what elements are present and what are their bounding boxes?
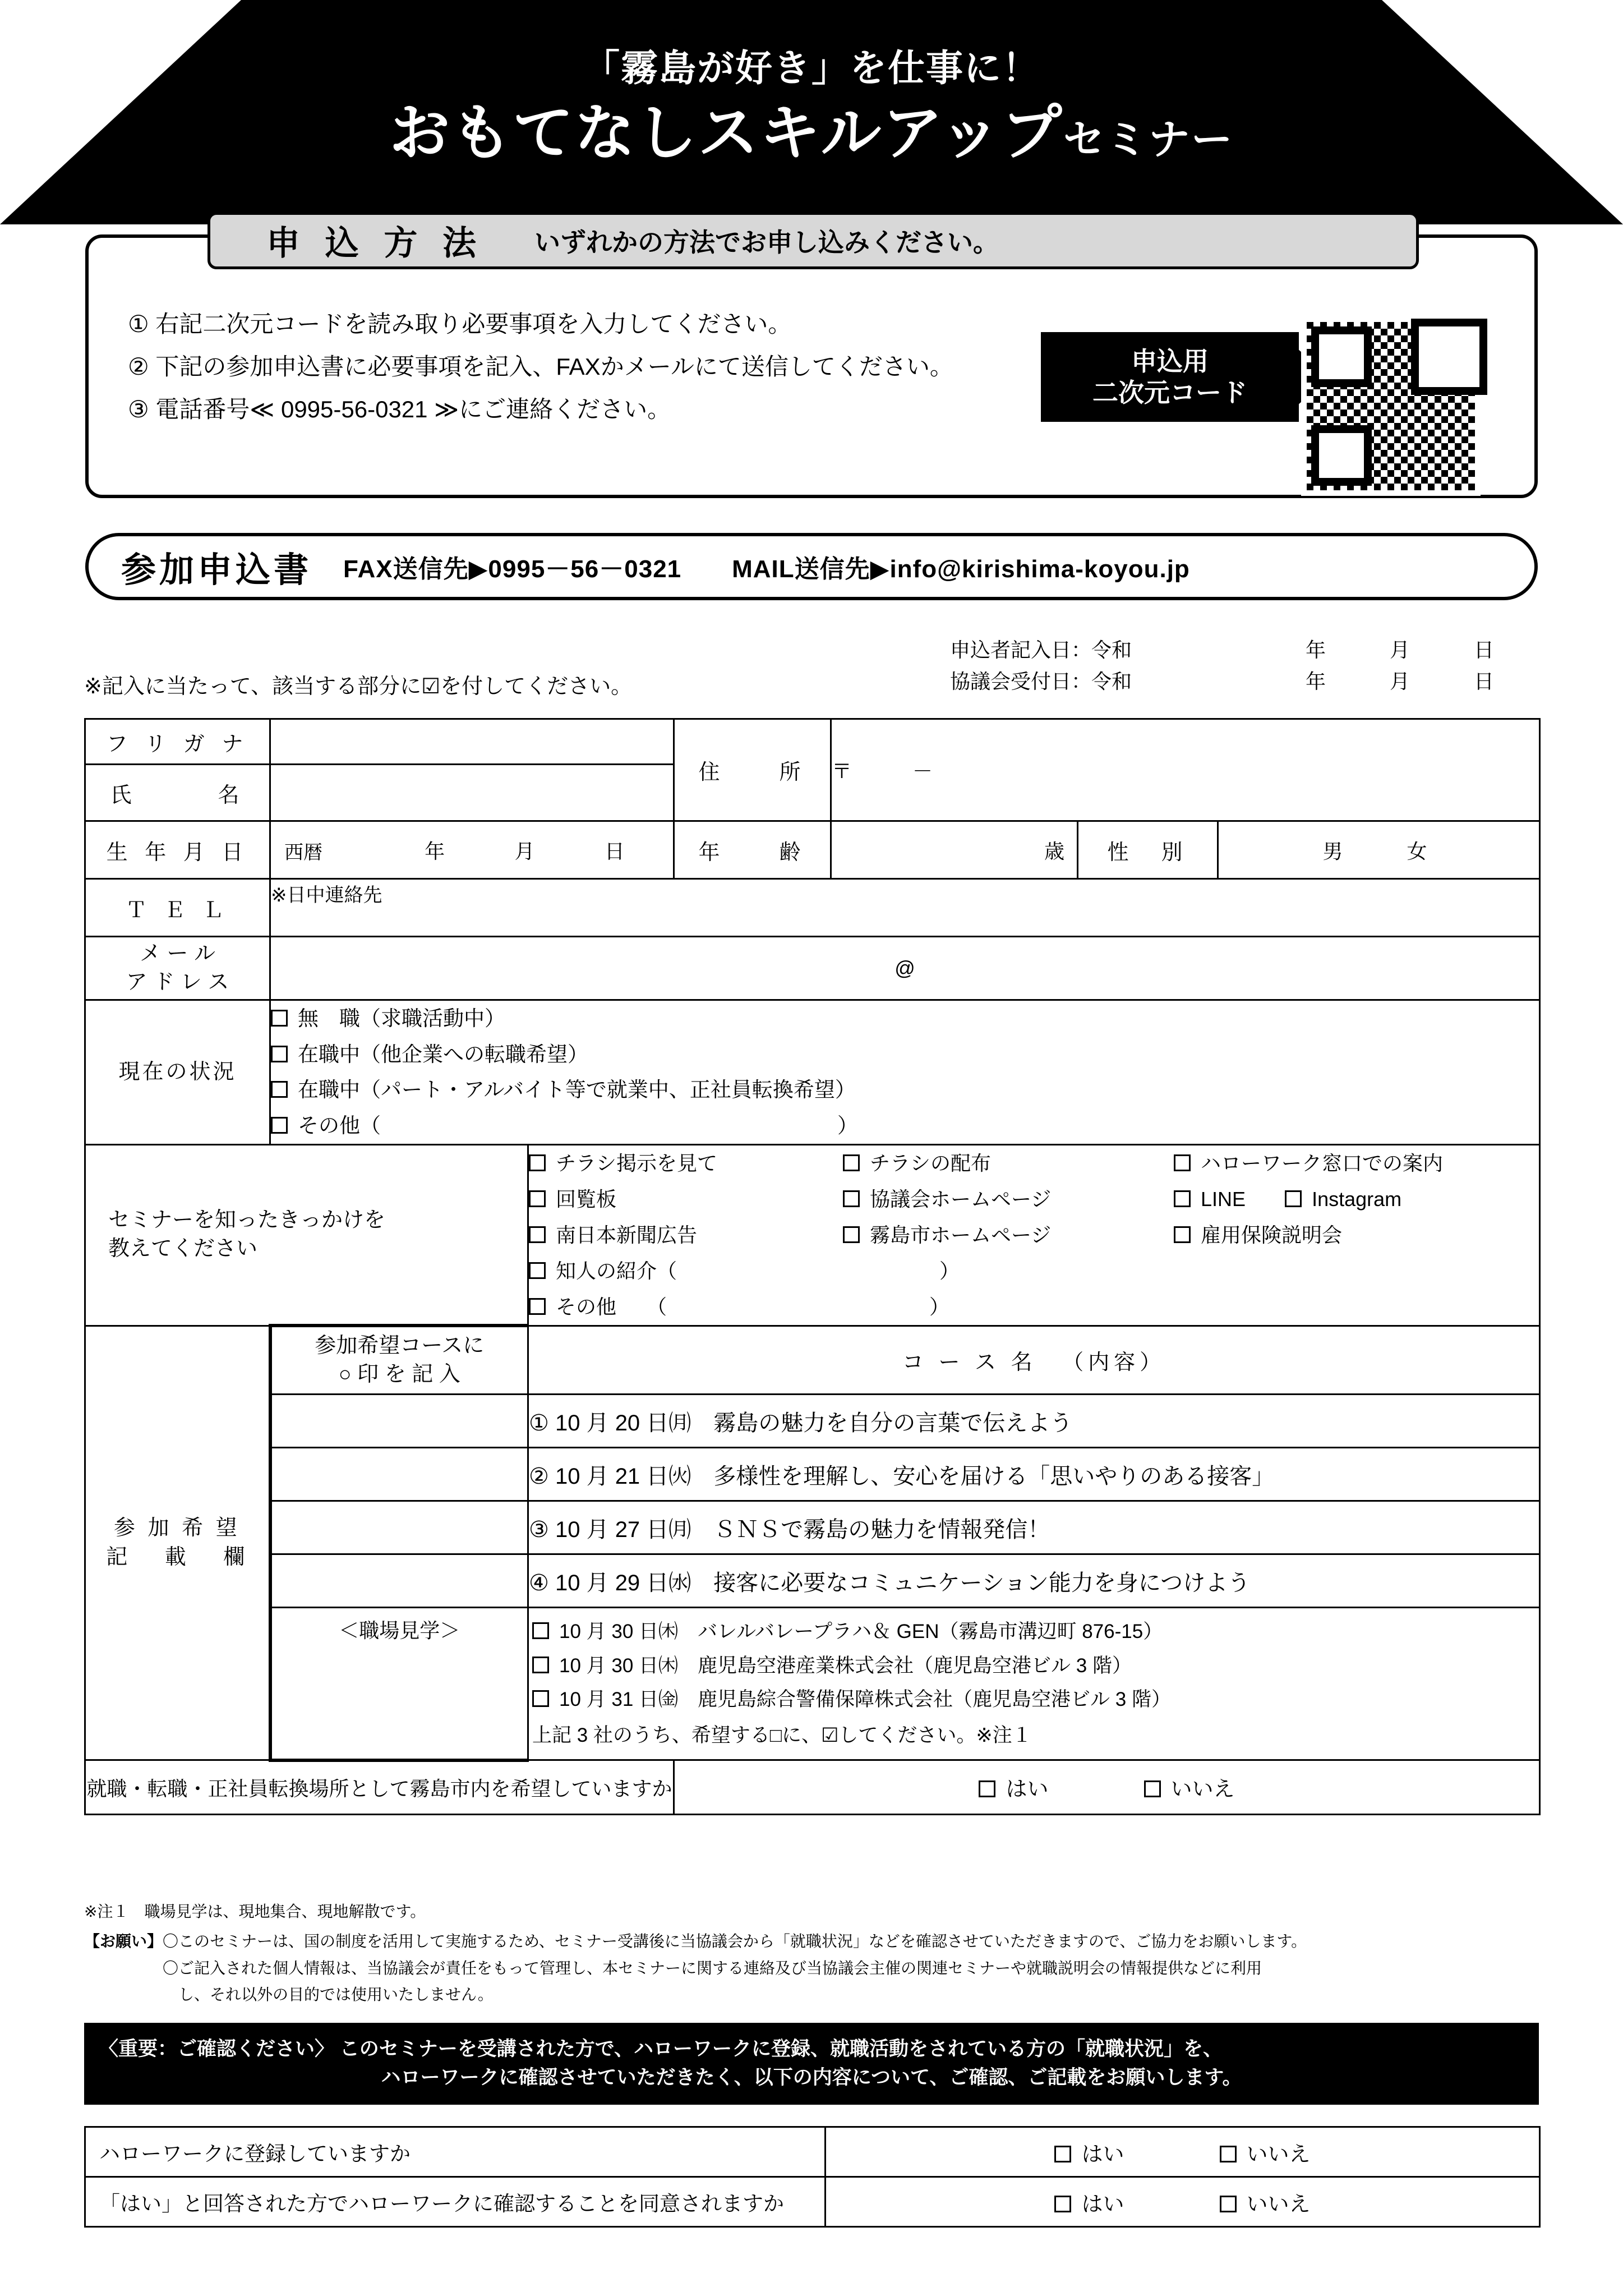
- table-row-mail: [85, 937, 1540, 1000]
- wish-label-line2: 記 載 欄: [106, 1545, 248, 1569]
- hellowork-question-2: 「はい」と回答された方でハローワークに確認することを同意されますか: [85, 2177, 826, 2227]
- checkbox-icon[interactable]: [1174, 1154, 1191, 1171]
- checkbox-icon[interactable]: [532, 1690, 549, 1707]
- table-row-tel: [85, 879, 1540, 937]
- checkbox-icon[interactable]: [1174, 1190, 1191, 1207]
- course-mark-2[interactable]: [270, 1448, 528, 1501]
- checkbox-icon[interactable]: [529, 1262, 546, 1279]
- know-opt-insurance-session[interactable]: 雇用保険説明会: [1174, 1217, 1342, 1253]
- mail-label: [85, 937, 270, 1000]
- hellowork-row-2: [85, 2177, 1540, 2227]
- know-row-2: [529, 1181, 1539, 1217]
- checkbox-icon[interactable]: [843, 1154, 860, 1171]
- date-applicant-day[interactable]: 日: [1473, 638, 1494, 661]
- qr-label-line2: 二次元コード: [1092, 378, 1247, 407]
- visit-label: ＜職場見学＞: [270, 1608, 528, 1760]
- course-mark-3[interactable]: [270, 1501, 528, 1554]
- know-options: [528, 1144, 1540, 1326]
- status-option-3-label: 在職中（パート・アルバイト等で就業中、正社員転換希望）: [298, 1078, 856, 1102]
- birthdate-era: 西暦: [284, 841, 322, 863]
- know-opt-flyer-dist[interactable]: チラシの配布: [843, 1145, 1174, 1181]
- table-row-status: [85, 1000, 1540, 1145]
- mark-instruction-line1: 参加希望コースに: [315, 1334, 485, 1358]
- date-council-label: 協議会受付日：令和: [950, 669, 1132, 693]
- status-option-4[interactable]: [271, 1108, 1539, 1144]
- know-opt-referral[interactable]: 知人の紹介（ ）: [529, 1253, 960, 1289]
- know-opt-flyer-display[interactable]: チラシ掲示を見て: [529, 1145, 843, 1181]
- know-row-5: [529, 1289, 1539, 1325]
- apply-method-title: 申 込 方 法: [266, 224, 485, 262]
- table-row-course-header: [85, 1326, 1540, 1395]
- mail-input[interactable]: @: [270, 937, 1540, 1000]
- furigana-input[interactable]: [270, 719, 674, 765]
- course-mark-1[interactable]: [270, 1395, 528, 1448]
- status-option-2[interactable]: [271, 1037, 1539, 1073]
- date-council-month[interactable]: 月: [1389, 669, 1410, 693]
- apply-method-box: [85, 224, 1538, 498]
- know-opt-circular[interactable]: 回覧板: [529, 1181, 843, 1217]
- course-label-2: ② 10 月 21 日㈫ 多様性を理解し、安心を届ける「思いやりのある接客」: [528, 1448, 1540, 1501]
- wish-label: [85, 1326, 270, 1760]
- table-row-birth: [85, 821, 1540, 879]
- form-title-bar: [85, 533, 1538, 600]
- checkbox-icon[interactable]: [1174, 1226, 1191, 1243]
- table-row-course-3: [85, 1501, 1540, 1554]
- status-option-1[interactable]: [271, 1001, 1539, 1037]
- checkbox-icon[interactable]: [529, 1298, 546, 1315]
- status-option-1-label: 無 職（求職活動中）: [298, 1007, 505, 1030]
- date-council-day[interactable]: 日: [1473, 669, 1494, 693]
- header-banner: [0, 0, 1623, 224]
- birthdate-label: 生 年 月 日: [85, 821, 270, 879]
- kirishima-no[interactable]: いいえ: [1144, 1772, 1235, 1802]
- table-row-course-1: [85, 1395, 1540, 1448]
- checkbox-icon[interactable]: [532, 1622, 549, 1639]
- kirishima-answer: [674, 1760, 1540, 1815]
- checkbox-icon[interactable]: [532, 1657, 549, 1673]
- table-row-kirishima-question: [85, 1760, 1540, 1815]
- checkbox-icon[interactable]: [1144, 1780, 1161, 1797]
- important-notice-line2: ハローワークに確認させていただきたく、以下の内容について、ご確認、ご記載をお願いします。: [381, 2066, 1242, 2088]
- apply-method-item-1: ① 右記二次元コードを読み取り必要事項を入力してください。: [128, 311, 792, 337]
- footnote-request-item-2: 〇ご記入された個人情報は、当協議会が責任をもって管理し、本セミナーに関する連絡及び当協議会主催の関連セミナーや就職説明会の情報提供などに利用: [163, 1959, 1262, 1977]
- date-row-applicant: [950, 633, 1539, 664]
- know-opt-line[interactable]: LINE Instagram: [1174, 1181, 1401, 1217]
- mark-instruction: [270, 1326, 528, 1395]
- birthdate-day[interactable]: 日: [604, 839, 625, 863]
- address-input[interactable]: 〒 －: [831, 719, 1540, 821]
- checkbox-icon[interactable]: [1285, 1190, 1302, 1207]
- footnote-request-item-1: 〇このセミナーは、国の制度を活用して実施するため、セミナー受講後に当協議会から「就職状況」などを確認させていただきますので、ご協力をお願いします。: [163, 1932, 1307, 1950]
- fill-instruction: ※記入に当たって、該当する部分に☑を付してください。: [84, 675, 633, 698]
- name-input[interactable]: [270, 765, 674, 821]
- status-options: [270, 1000, 1540, 1145]
- checkbox-icon[interactable]: [271, 1046, 288, 1062]
- checkbox-icon[interactable]: [1054, 2146, 1071, 2162]
- date-row-council: [950, 664, 1539, 696]
- hellowork-no-1[interactable]: いいえ: [1220, 2137, 1311, 2168]
- birthdate-year[interactable]: 年: [425, 839, 445, 863]
- apply-method-item-3: ③ 電話番号≪ 0995-56-0321 ≫にご連絡ください。: [128, 396, 671, 423]
- footnote-request-title: 【お願い】: [84, 1932, 163, 1950]
- footnote-request-body: [163, 1929, 1307, 2009]
- checkbox-icon[interactable]: [843, 1226, 860, 1243]
- date-council-year[interactable]: 年: [1305, 669, 1326, 693]
- name-label: 氏 名: [85, 765, 270, 821]
- know-label-line2: 教えてください: [108, 1236, 258, 1260]
- know-row-1: [529, 1145, 1539, 1181]
- mail-label-line1: メ ー ル: [139, 941, 216, 965]
- checkbox-icon[interactable]: [843, 1190, 860, 1207]
- hellowork-answer-1: [826, 2127, 1540, 2177]
- date-applicant-month[interactable]: 月: [1389, 638, 1410, 661]
- checkbox-icon[interactable]: [1220, 2146, 1237, 2162]
- visit-options: [528, 1608, 1540, 1760]
- mail-label-line2: ア ド レ ス: [126, 970, 229, 994]
- apply-method-header: [208, 212, 1419, 269]
- know-opt-other[interactable]: その他 （ ）: [529, 1289, 949, 1325]
- kirishima-yes[interactable]: はい: [979, 1772, 1048, 1802]
- know-opt-newspaper[interactable]: 南日本新聞広告: [529, 1217, 843, 1253]
- table-row-furigana: [85, 719, 1540, 765]
- gender-options[interactable]: 男 女: [1218, 821, 1540, 879]
- checkbox-icon[interactable]: [1220, 2196, 1237, 2212]
- hellowork-question-1: ハローワークに登録していますか: [85, 2127, 826, 2177]
- banner-title: [0, 84, 1623, 171]
- status-option-4-label: その他（ ）: [298, 1114, 858, 1137]
- status-option-3[interactable]: [271, 1072, 1539, 1108]
- banner-title-suffix: セミナー: [1063, 116, 1234, 163]
- know-opt-city-hp[interactable]: 霧島市ホームページ: [843, 1217, 1174, 1253]
- checkbox-icon[interactable]: [979, 1780, 995, 1797]
- visit-option-2[interactable]: 10 月 30 日㈭ 鹿児島空港産業株式会社（鹿児島空港ビル 3 階）: [532, 1649, 1539, 1683]
- hellowork-table: [84, 2126, 1541, 2228]
- know-label-line1: セミナーを知ったきっかけを: [108, 1208, 386, 1232]
- footnotes: [84, 1899, 1542, 2009]
- apply-method-item-2: ② 下記の参加申込書に必要事項を記入、FAXかメールにて送信してください。: [128, 353, 953, 380]
- banner-title-main: おもてなしスキルアップ: [389, 99, 1063, 167]
- status-option-2-label: 在職中（他企業への転職希望）: [298, 1042, 588, 1066]
- address-label: 住 所: [674, 719, 831, 821]
- visit-option-3[interactable]: 10 月 31 日㈮ 鹿児島綜合警備保障株式会社（鹿児島空港ビル 3 階）: [532, 1683, 1539, 1717]
- qr-code-icon[interactable]: [1301, 316, 1481, 496]
- course-label-1: ① 10 月 20 日㈪ 霧島の魅力を自分の言葉で伝えよう: [528, 1395, 1540, 1448]
- know-opt-council-hp[interactable]: 協議会ホームページ: [843, 1181, 1174, 1217]
- kirishima-question: 就職・転職・正社員転換場所として霧島市内を希望していますか: [85, 1760, 674, 1815]
- date-fields: [950, 633, 1539, 696]
- mark-instruction-line2: ○ 印 を 記 入: [338, 1363, 460, 1387]
- footnote-1: ※注１ 職場見学は、現地集合、現地解散です。: [84, 1903, 426, 1920]
- qr-label: [1041, 332, 1299, 422]
- checkbox-icon[interactable]: [529, 1190, 546, 1207]
- course-label-3: ③ 10 月 27 日㈪ ＳＮＳで霧島の魅力を情報発信！: [528, 1501, 1540, 1554]
- checkbox-icon[interactable]: [271, 1081, 288, 1098]
- hellowork-answer-2: [826, 2177, 1540, 2227]
- checkbox-icon[interactable]: [529, 1226, 546, 1243]
- checkbox-icon[interactable]: [1054, 2196, 1071, 2212]
- table-row-course-4: [85, 1554, 1540, 1608]
- know-row-4: [529, 1253, 1539, 1289]
- table-row-workplace-visit: [85, 1608, 1540, 1760]
- hellowork-yes-1[interactable]: はい: [1054, 2137, 1124, 2168]
- course-mark-4[interactable]: [270, 1554, 528, 1608]
- visit-option-1[interactable]: 10 月 30 日㈭ バレルバレープラハ＆ GEN（霧島市溝辺町 876-15）: [532, 1615, 1539, 1649]
- know-row-3: [529, 1217, 1539, 1253]
- age-label: 年 齢: [674, 821, 831, 879]
- checkbox-icon[interactable]: [271, 1010, 288, 1027]
- know-label: [85, 1144, 528, 1326]
- visit-note: 上記 3 社のうち、希望する□に、☑してください。※注１: [532, 1724, 1032, 1746]
- application-table: [84, 718, 1541, 1815]
- footnote-request: [84, 1929, 1542, 2009]
- hellowork-yes-2[interactable]: はい: [1054, 2187, 1124, 2217]
- birthdate-input[interactable]: [270, 821, 674, 879]
- hellowork-row-1: [85, 2127, 1540, 2177]
- qr-label-line1: 申込用: [1131, 346, 1209, 376]
- form-title: 参加申込書: [121, 550, 312, 590]
- date-applicant-year[interactable]: 年: [1305, 638, 1326, 661]
- checkbox-icon[interactable]: [271, 1117, 288, 1134]
- form-contact-info: FAX送信先▶0995－56－0321 MAIL送信先▶info@kirishima-koyou.jp: [343, 555, 1190, 583]
- know-opt-instagram[interactable]: Instagram: [1285, 1188, 1401, 1211]
- gender-label: 性 別: [1078, 821, 1218, 879]
- table-row-know: [85, 1144, 1540, 1326]
- important-notice-line1: 〈重要：ご確認ください〉 このセミナーを受講された方で、ハローワークに登録、就職活動をされている方の「就職状況」を、: [99, 2038, 1223, 2060]
- date-applicant-label: 申込者記入日：令和: [950, 638, 1132, 661]
- checkbox-icon[interactable]: [529, 1154, 546, 1171]
- furigana-label: フ リ ガ ナ: [85, 719, 270, 765]
- table-row-course-2: [85, 1448, 1540, 1501]
- age-input[interactable]: 歳: [831, 821, 1078, 879]
- apply-method-subtitle: いずれかの方法でお申し込みください。: [534, 228, 999, 257]
- status-label: 現在の状況: [85, 1000, 270, 1145]
- know-opt-hellowork[interactable]: ハローワーク窓口での案内: [1174, 1145, 1443, 1181]
- apply-method-list: [128, 305, 953, 433]
- wish-label-line1: 参 加 希 望: [113, 1516, 241, 1540]
- important-notice: [84, 2023, 1539, 2105]
- banner-subtitle: 「霧島が好き」を仕事に！: [583, 47, 1040, 89]
- birthdate-month[interactable]: 月: [514, 839, 535, 863]
- footnote-request-item-3: し、それ以外の目的では使用いたしません。: [178, 1986, 494, 2004]
- course-label-4: ④ 10 月 29 日㈬ 接客に必要なコミュニケーション能力を身につけよう: [528, 1554, 1540, 1608]
- tel-label: Ｔ Ｅ Ｌ: [85, 879, 270, 937]
- tel-input[interactable]: ※日中連絡先: [270, 879, 1540, 937]
- hellowork-no-2[interactable]: いいえ: [1220, 2187, 1311, 2217]
- course-name-header: コ ー ス 名 （内容）: [528, 1326, 1540, 1395]
